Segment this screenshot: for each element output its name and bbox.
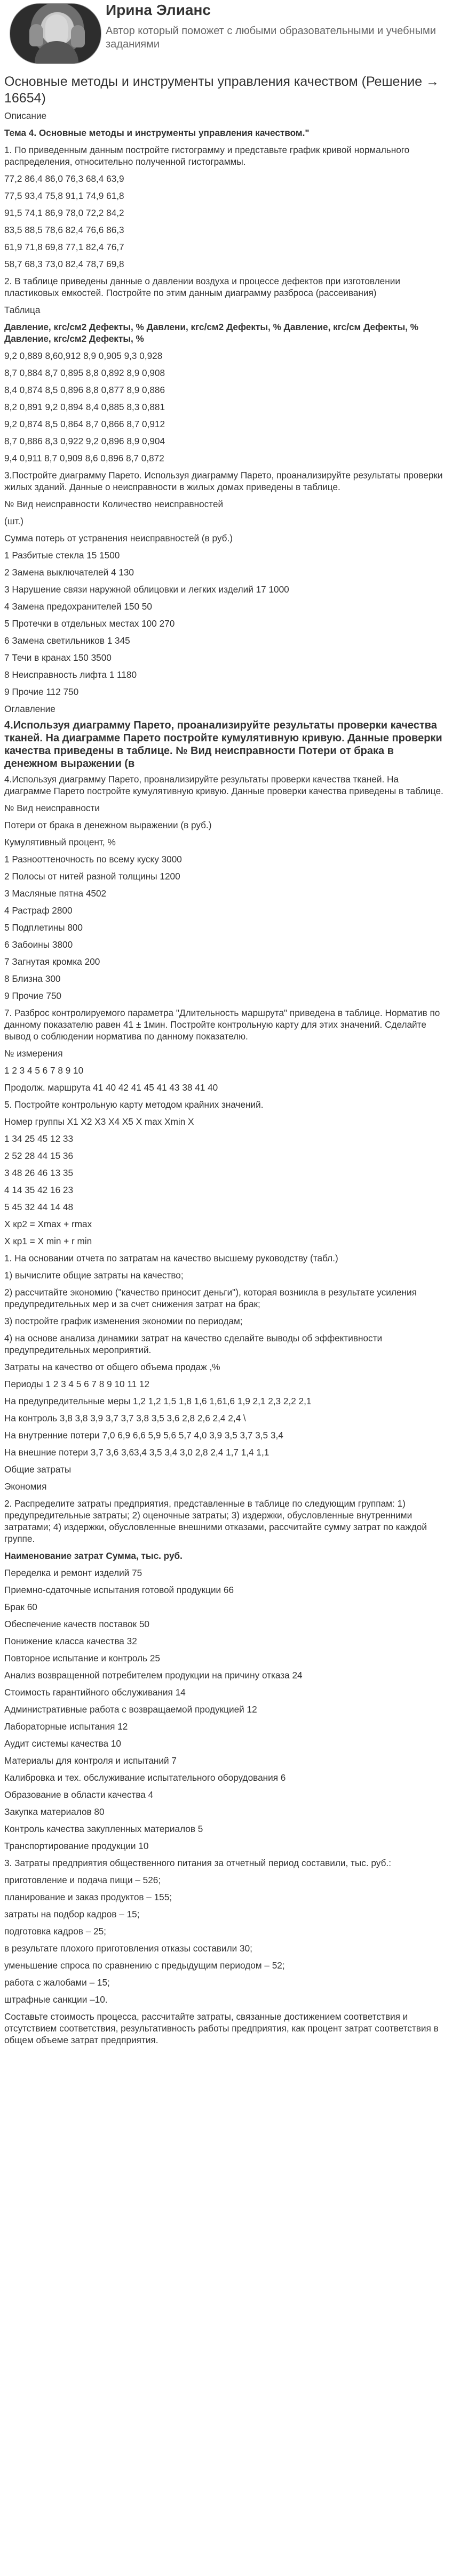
document-line: 8 Неисправность лифта 1 1180 — [4, 669, 137, 680]
document-line: Административные работа с возвращаемой продукцией 12 — [4, 1704, 257, 1715]
document-line: Тема 4. Основные методы и инструменты управления качеством." — [4, 127, 310, 138]
author-avatar — [10, 3, 101, 64]
document-line: Транспортирование продукции 10 — [4, 1841, 149, 1851]
document-line: Потери от брака в денежном выражении (в руб.) — [4, 820, 212, 830]
document-line: Кумулятивный процент, % — [4, 837, 116, 847]
document-line: 9 Прочие 750 — [4, 990, 61, 1001]
document-line: № Вид неисправности Количество неисправностей — [4, 499, 224, 509]
document-line: 8 Близна 300 — [4, 973, 61, 984]
document-line: Экономия — [4, 1481, 47, 1492]
document-line: Продолж. маршрута 41 40 42 41 45 41 43 38 41 40 — [4, 1082, 218, 1093]
document-line: 3. Затраты предприятия общественного питания за отчетный период составили, тыс. руб.: — [4, 1858, 391, 1868]
document-line: 1 Разбитые стекла 15 1500 — [4, 550, 120, 561]
document-line: 4.Используя диаграмму Парето, проанализируйте результаты проверки качества тканей. На диаграмме Парето постройте кумулятивную кривую. Данные проверки качества приведены в таблице. № Вид неисправности Потери от брака в денежном выражении (в — [4, 719, 442, 770]
document-line: X кр1 = X min + r min — [4, 1236, 92, 1246]
document-line: 1 34 25 45 12 33 — [4, 1133, 74, 1144]
document-line: Образование в области качества 4 — [4, 1789, 154, 1800]
document-line: 3 Масляные пятна 4502 — [4, 888, 107, 899]
document-line: 3.Постройте диаграмму Парето. Используя диаграмму Парето, проанализируйте результаты проверки жилых зданий. Данные о неисправности в жилых домах приведены в таблице. — [4, 470, 443, 492]
document-line: 9,2 0,874 8,5 0,864 8,7 0,866 8,7 0,912 — [4, 419, 165, 429]
document-line: 1) вычислите общие затраты на качество; — [4, 1270, 184, 1281]
document-line: 2) рассчитайте экономию ("качество приносит деньги"), которая возникла в результате усиления предупредительных мер и за счет снижения затрат на брак; — [4, 1287, 417, 1309]
document-line: 8,7 0,886 8,3 0,922 9,2 0,896 8,9 0,904 — [4, 436, 165, 446]
document-line: 1 Разнооттеночность по всему куску 3000 — [4, 854, 182, 865]
document-line: 6 Замена светильников 1 345 — [4, 635, 130, 646]
document-line: уменьшение спроса по сравнению с предыдущим периодом – 52; — [4, 1960, 285, 1971]
document-line: Закупка материалов 80 — [4, 1806, 105, 1817]
document-line: Калибровка и тех. обслуживание испытательного оборудования 6 — [4, 1772, 286, 1783]
document-line: Наименование затрат Сумма, тыс. руб. — [4, 1550, 183, 1561]
document-line: 6 Забоины 3800 — [4, 939, 73, 950]
document-line: Описание — [4, 110, 47, 121]
document-line: 5 Протечки в отдельных местах 100 270 — [4, 618, 175, 629]
document-line: Составьте стоимость процесса, рассчитайте затраты, связанные достижением соответствия и отсутствием соответствия, результативность работы предприятия, как процент затрат соответствия в общем объеме затрат предприятия. — [4, 2011, 439, 2045]
document-line: 58,7 68,3 73,0 82,4 78,7 69,8 — [4, 259, 124, 269]
document-line: 2. Распределите затраты предприятия, представленные в таблице по следующим группам: 1) предупредительные затраты; 2) оценочные затраты; 3) издержки, обусловленные внутренними затратами; 4) издержки, обусловленные внешними отказами, рассчитайте сумму затрат по каждой группе. — [4, 1498, 427, 1544]
document-line: 7 Загнутая кромка 200 — [4, 956, 100, 967]
document-line: Понижение класса качества 32 — [4, 1636, 137, 1646]
document-line: X кр2 = Xmax + rmax — [4, 1219, 92, 1229]
document-line: 4 Растраф 2800 — [4, 905, 73, 916]
document-line: 4 14 35 42 16 23 — [4, 1185, 74, 1195]
document-line: планирование и заказ продуктов – 155; — [4, 1892, 172, 1902]
document-line: работа с жалобами – 15; — [4, 1977, 110, 1988]
document-line: 1. На основании отчета по затратам на качество высшему руководству (табл.) — [4, 1253, 338, 1263]
document-line: 8,7 0,884 8,7 0,895 8,8 0,892 8,9 0,908 — [4, 367, 165, 378]
document-line: 4.Используя диаграмму Парето, проанализируйте результаты проверки качества тканей. На диаграмме Парето постройте кумулятивную кривую. Данные проверки качества приведены в таблице. — [4, 774, 443, 796]
author-card — [4, 0, 448, 70]
document-line: Приемно-сдаточные испытания готовой продукции 66 — [4, 1585, 234, 1595]
document-line: 5 Подплетины 800 — [4, 922, 83, 933]
document-line: в результате плохого приготовления отказы составили 30; — [4, 1943, 252, 1954]
document-line: Периоды 1 2 3 4 5 6 7 8 9 10 11 12 — [4, 1379, 150, 1389]
document-line: 2 52 28 44 15 36 — [4, 1150, 74, 1161]
document-line: На предупредительные меры 1,2 1,2 1,5 1,8 1,6 1,61,6 1,9 2,1 2,3 2,2 2,1 — [4, 1396, 312, 1406]
document-line: Повторное испытание и контроль 25 — [4, 1653, 160, 1663]
document-line: 2 Замена выключателей 4 130 — [4, 567, 134, 578]
document-line: штрафные санкции –10. — [4, 1994, 108, 2005]
document-line: № Вид неисправности — [4, 803, 100, 813]
document-line: Оглавление — [4, 703, 55, 714]
author-name: Ирина Элианс — [106, 2, 211, 18]
document-line: 7. Разброс контролируемого параметра "Длительность маршрута" приведена в таблице. Норматив по данному показателю равен 41 ± 1мин. Постройте контрольную карту для этих значений. Сделайте вывод о соблюдении норматива по данному показателю. — [4, 1007, 440, 1042]
document-line: На внешние потери 3,7 3,6 3,63,4 3,5 3,4 3,0 2,8 2,4 1,7 1,4 1,1 — [4, 1447, 269, 1458]
document-line: Переделка и ремонт изделий 75 — [4, 1567, 142, 1578]
document-line: 2. В таблице приведены данные о давлении воздуха и процессе дефектов при изготовлении пластиковых емкостей. Постройте по этим данным диаграмму разброса (рассеивания) — [4, 276, 400, 298]
document-line: Анализ возвращенной потребителем продукции на причину отказа 24 — [4, 1670, 303, 1681]
document-line: 9,2 0,889 8,60,912 8,9 0,905 9,3 0,928 — [4, 350, 163, 361]
document-line: 1 2 3 4 5 6 7 8 9 10 — [4, 1065, 84, 1076]
document-line: (шт.) — [4, 516, 23, 526]
document-content — [4, 110, 448, 2046]
document-line: Стоимость гарантийного обслуживания 14 — [4, 1687, 186, 1698]
document-line: На контроль 3,8 3,8 3,9 3,7 3,7 3,8 3,5 3,6 2,8 2,6 2,4 2,4 \ — [4, 1413, 246, 1423]
page-title: Основные методы и инструменты управления качеством (Решение → 16654) — [4, 74, 440, 106]
document-line: Давление, кгс/см2 Дефекты, % Давлени, кгс/см2 Дефекты, % Давление, кгс/см Дефекты, % Давление, кгс/см2 Дефекты, % — [4, 322, 418, 344]
document-line: 3) постройте график изменения экономии по периодам; — [4, 1316, 243, 1326]
document-line: 7 Течи в кранах 150 3500 — [4, 652, 112, 663]
document-line: приготовление и подача пищи – 526; — [4, 1875, 161, 1885]
document-line: Аудит системы качества 10 — [4, 1738, 121, 1749]
document-line: 9 Прочие 112 750 — [4, 686, 79, 697]
document-line: Обеспечение качеств поставок 50 — [4, 1619, 149, 1629]
document-line: Таблица — [4, 305, 41, 315]
document-line: 3 48 26 46 13 35 — [4, 1167, 74, 1178]
document-line: Общие затраты — [4, 1464, 72, 1475]
document-line: подготовка кадров – 25; — [4, 1926, 106, 1937]
document-line: На внутренние потери 7,0 6,9 6,6 5,9 5,6 5,7 4,0 3,9 3,5 3,7 3,5 3,4 — [4, 1430, 283, 1441]
document-line: 83,5 88,5 78,6 82,4 76,6 86,3 — [4, 225, 124, 235]
document-line: 5. Постройте контрольную карту методом крайних значений. — [4, 1099, 264, 1110]
document-line: 4 Замена предохранителей 150 50 — [4, 601, 152, 612]
document-line: 61,9 71,8 69,8 77,1 82,4 76,7 — [4, 242, 124, 252]
document-line: № измерения — [4, 1048, 63, 1059]
document-line: 5 45 32 44 14 48 — [4, 1202, 74, 1212]
document-line: Контроль качества закупленных материалов 5 — [4, 1823, 203, 1834]
document-line: 8,2 0,891 9,2 0,894 8,4 0,885 8,3 0,881 — [4, 402, 165, 412]
document-line: 77,5 93,4 75,8 91,1 74,9 61,8 — [4, 190, 124, 201]
document-line: 91,5 74,1 86,9 78,0 72,2 84,2 — [4, 207, 124, 218]
document-line: 9,4 0,911 8,7 0,909 8,6 0,896 8,7 0,872 — [4, 453, 164, 463]
document-line: Материалы для контроля и испытаний 7 — [4, 1755, 177, 1766]
document-line: 3 Нарушение связи наружной облицовки и легких изделий 17 1000 — [4, 584, 289, 595]
document-line: Затраты на качество от общего объема продаж ,% — [4, 1362, 220, 1372]
document-line: Сумма потерь от устранения неисправностей (в руб.) — [4, 533, 233, 543]
document-line: 2 Полосы от нитей разной толщины 1200 — [4, 871, 180, 882]
document-line: 77,2 86,4 86,0 76,3 68,4 63,9 — [4, 173, 124, 184]
document-line: 1. По приведенным данным постройте гистограмму и представьте график кривой нормального распределения, относительно полученной гистограммы. — [4, 145, 410, 167]
document-line: 4) на основе анализа динамики затрат на качество сделайте выводы об эффективности предупредительных мероприятий. — [4, 1333, 383, 1355]
document-line: Лабораторные испытания 12 — [4, 1721, 128, 1732]
document-line: Брак 60 — [4, 1602, 37, 1612]
document-line: Номер группы X1 X2 X3 X4 X5 X max Xmin X — [4, 1116, 194, 1127]
author-description: Автор который поможет с любыми образовательными и учебными заданиями — [106, 25, 436, 50]
document-line: затраты на подбор кадров – 15; — [4, 1909, 140, 1919]
document-line: 8,4 0,874 8,5 0,896 8,8 0,877 8,9 0,886 — [4, 385, 165, 395]
